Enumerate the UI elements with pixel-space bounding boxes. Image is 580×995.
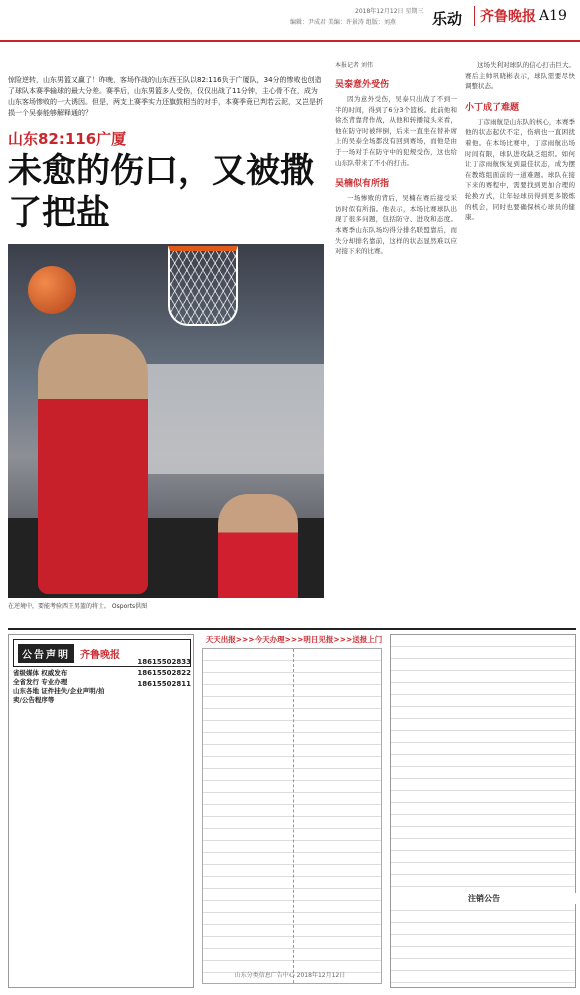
- article-headline: 未愈的伤口，又被撒了把盐: [8, 151, 314, 233]
- article-body: 丁彦雨航是山东队的核心，本赛季他的状态起伏不定，伤病也一直困扰着他。在本场比赛中，丁彦雨航出场时间有限，球队进攻缺乏组织。如何让丁彦雨航恢复到最佳状态，成为摆在教练组面前的一道难题。球队在接下来的赛程中，需要找到更加合理的轮换方式，让年轻球员得到更多锻炼的机会，同时也要确保核心球员的健康。: [465, 117, 575, 222]
- classified-grid-right: [390, 634, 576, 988]
- photo-caption: 在逆境中，要能考验西王男篮的将士。 Osports供图: [8, 603, 148, 610]
- byline: 本报记者 刘伟: [335, 62, 373, 69]
- notice-ad-block: [8, 634, 194, 988]
- article-column-3: [465, 60, 575, 223]
- ad-phones: [111, 657, 191, 690]
- phone-number: 18615502811: [137, 680, 191, 688]
- classified-grid: [202, 648, 382, 984]
- arena-wall: [118, 364, 324, 474]
- footer-note: 山东分类信息广告中心 2018年12月12日: [234, 972, 346, 979]
- subheading: 吴楠似有所指: [335, 179, 390, 190]
- page-number: A19: [539, 8, 567, 24]
- issue-date: 2018年12月12日 星期三: [355, 8, 424, 15]
- slogan: 省级媒体 权威发布: [13, 669, 68, 677]
- basketball-photo: [8, 244, 324, 598]
- page-header: [0, 0, 580, 42]
- subheading: 吴泰意外受伤: [335, 80, 390, 90]
- slogan: 全省发行 专业办理: [13, 678, 68, 686]
- grid-divider: [293, 649, 294, 983]
- phone-number: 18615502833: [137, 658, 191, 666]
- article-column-2: [335, 60, 457, 257]
- cancel-notice-title: 注销公告: [391, 893, 577, 904]
- classified-ads: [8, 628, 576, 988]
- ad-slogans: [13, 669, 109, 705]
- subheading: 小丁成了难题: [465, 102, 520, 113]
- ad-section-title: 天天出报>>>今天办理>>>明日见报>>>送报上门: [205, 635, 383, 644]
- section-name: 乐动: [432, 10, 463, 28]
- article-body: 一场惨败的背后，吴楠在赛后接受采访时似有所指。他表示，本场比赛球队出现了很多问题，包括防守、进攻和态度。本赛季山东队场均得分排名联盟靠后，而失分却排名靠前，这样的状态显然难以应对接下来的比赛。: [335, 194, 457, 256]
- article-lead: 惊险逆转，山东男篮又赢了！昨晚，客场作战的山东西王队以82:116负于广厦队，34分的惨败也创造了球队本赛季输球的最大分差。赛季后，山东男篮多人受伤，仅仅出战了11分钟，主心骨不在，成为山东客场惨败的一大诱因。但是，两支上赛季实力还旗鼓相当的对手，本赛季竟已判若云泥，又岂是折损一个吴泰能够解释通的？: [8, 76, 323, 117]
- article-kicker: 山东82:116广厦: [8, 130, 127, 148]
- basketball-hoop: [168, 246, 238, 326]
- phone-number: 18615502822: [137, 669, 191, 677]
- banner-logo: 齐鲁晚报: [80, 649, 120, 661]
- article-body: 这场失利对球队的信心打击巨大。赛后主帅巩晓彬表示，球队需要尽快调整状态。: [465, 61, 575, 91]
- editor-credits: 编辑：尹成君 美编：许景涛 组版：刘燕: [290, 19, 396, 26]
- slogan: 山东各地 证件挂失/企业声明/拍卖/公告程序等: [13, 687, 105, 704]
- banner-title: 公告声明: [18, 644, 74, 663]
- player-defending: [218, 494, 298, 598]
- newspaper-logo: 齐鲁晚报: [474, 6, 536, 26]
- article-body: 因为意外受伤，吴泰只出战了不到一半的时间，得到了6分3个篮板。此前他和徐杰背靠背作战，从他和转播镜头来看，他在防守时被绊倒，后来一直坐在替补席上的吴泰全场都没有回到赛场，而他是由于一场对手在防守中的犯规受伤，这也给山东队带来了不小的打击。: [335, 95, 457, 167]
- basketball: [28, 266, 76, 314]
- player-dunking: [38, 334, 148, 594]
